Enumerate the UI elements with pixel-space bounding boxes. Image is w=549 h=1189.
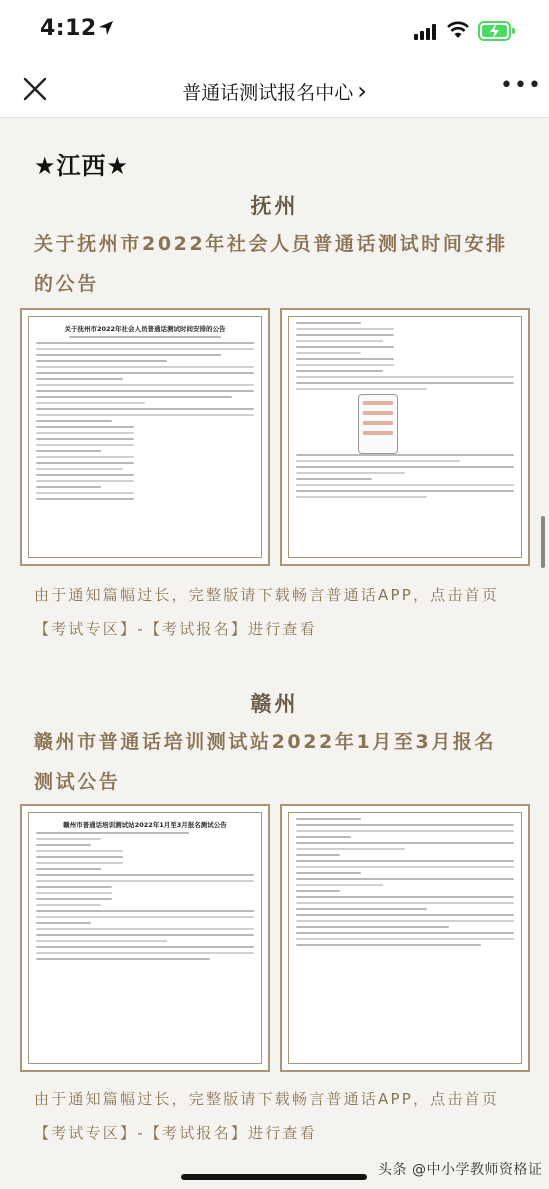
download-app-note: 由于通知篇幅过长，完整版请下载畅言普通话APP，点击首页【考试专区】-【考试报名】进行查看 bbox=[34, 586, 499, 638]
battery-charging-icon bbox=[478, 21, 516, 41]
source-watermark: 头条 @中小学教师资格证 bbox=[378, 1162, 543, 1178]
scrollbar-thumb[interactable] bbox=[541, 516, 545, 568]
document-heading: 赣州市普通话培训测试站2022年1月至3月报名测试公告 bbox=[63, 821, 227, 829]
notice-image-page-2[interactable] bbox=[280, 804, 530, 1072]
status-time: 4:12 bbox=[40, 16, 97, 41]
download-app-note: 由于通知篇幅过长，完整版请下载畅言普通话APP，点击首页【考试专区】-【考试报名】进行查看 bbox=[34, 1090, 499, 1142]
page-title: 普通话测试报名中心 bbox=[182, 82, 354, 104]
wifi-icon bbox=[446, 21, 470, 39]
notice-title: 赣州市普通话培训测试站2022年1月至3月报名测试公告 bbox=[34, 731, 497, 793]
article-body[interactable] bbox=[0, 118, 549, 1189]
location-arrow-icon bbox=[98, 20, 114, 36]
province-heading: ★江西★ bbox=[34, 152, 130, 180]
notice-image-page-1[interactable] bbox=[20, 804, 270, 1072]
navigation-bar bbox=[0, 62, 549, 118]
home-indicator[interactable] bbox=[181, 1174, 367, 1180]
notice-image-page-1[interactable] bbox=[20, 308, 270, 566]
notice-image-page-2[interactable] bbox=[280, 308, 530, 566]
page-title-link[interactable] bbox=[0, 73, 549, 105]
notice-title: 关于抚州市2022年社会人员普通话测试时间安排的公告 bbox=[34, 233, 508, 295]
more-options-icon[interactable]: ••• bbox=[500, 73, 542, 98]
city-heading: 赣州 bbox=[250, 692, 299, 716]
city-heading: 抚州 bbox=[250, 194, 299, 218]
app-screenshot-thumbnail bbox=[358, 394, 398, 454]
cellular-signal-icon bbox=[414, 24, 438, 40]
chevron-right-icon: › bbox=[357, 77, 367, 105]
status-bar bbox=[0, 0, 549, 62]
document-heading: 关于抚州市2022年社会人员普通话测试时间安排的公告 bbox=[64, 325, 226, 333]
